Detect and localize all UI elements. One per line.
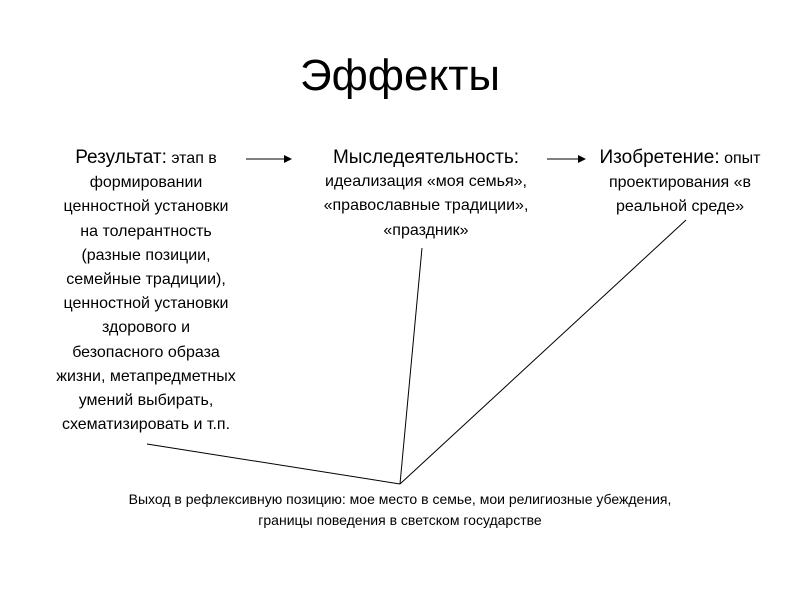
result-line-4: на толерантность <box>80 222 212 240</box>
result-line-5: (разные позиции, <box>81 246 211 264</box>
line-invention-to-reflection <box>400 220 686 484</box>
mind-activity-heading: Мыследеятельность: <box>332 147 519 168</box>
line-result-to-reflection <box>147 444 400 484</box>
result-line-8: здорового и <box>102 319 190 337</box>
invention-line-2: проектирования «в <box>608 174 752 192</box>
result-line-11: умений выбирать, <box>78 392 214 410</box>
reflection-line-2: границы поведения в светском государстве <box>258 512 542 528</box>
result-line-6: семейные традиции), <box>66 271 226 289</box>
result-line-9: безопасного образа <box>72 343 220 361</box>
mind-activity-line-3: «праздник» <box>383 221 469 239</box>
result-line-1-text: этап в <box>166 150 217 167</box>
line-mind-to-reflection <box>400 248 422 484</box>
result-line-2: формировании <box>89 174 203 192</box>
result-heading: Результат: <box>75 147 167 168</box>
invention-line-3: реальной среде» <box>615 198 745 216</box>
mind-activity-line-2: «православные традиции», <box>323 197 529 215</box>
result-line-10: жизни, метапредметных <box>56 367 236 385</box>
reflection-line-1: Выход в рефлексивную позицию: мое место в семье, мои религиозные убеждения, <box>128 491 672 507</box>
invention-line-1-text: опыт <box>719 150 761 167</box>
result-line-12: схематизировать и т.п. <box>61 416 231 434</box>
result-line-3: ценностной установки <box>63 198 229 216</box>
result-line-7: ценностной установки <box>63 295 229 313</box>
invention-heading: Изобретение: <box>599 147 720 168</box>
slide-title: Эффекты <box>299 51 501 100</box>
mind-activity-line-1: идеализация «моя семья», <box>325 173 527 191</box>
reflection-block <box>30 489 770 531</box>
